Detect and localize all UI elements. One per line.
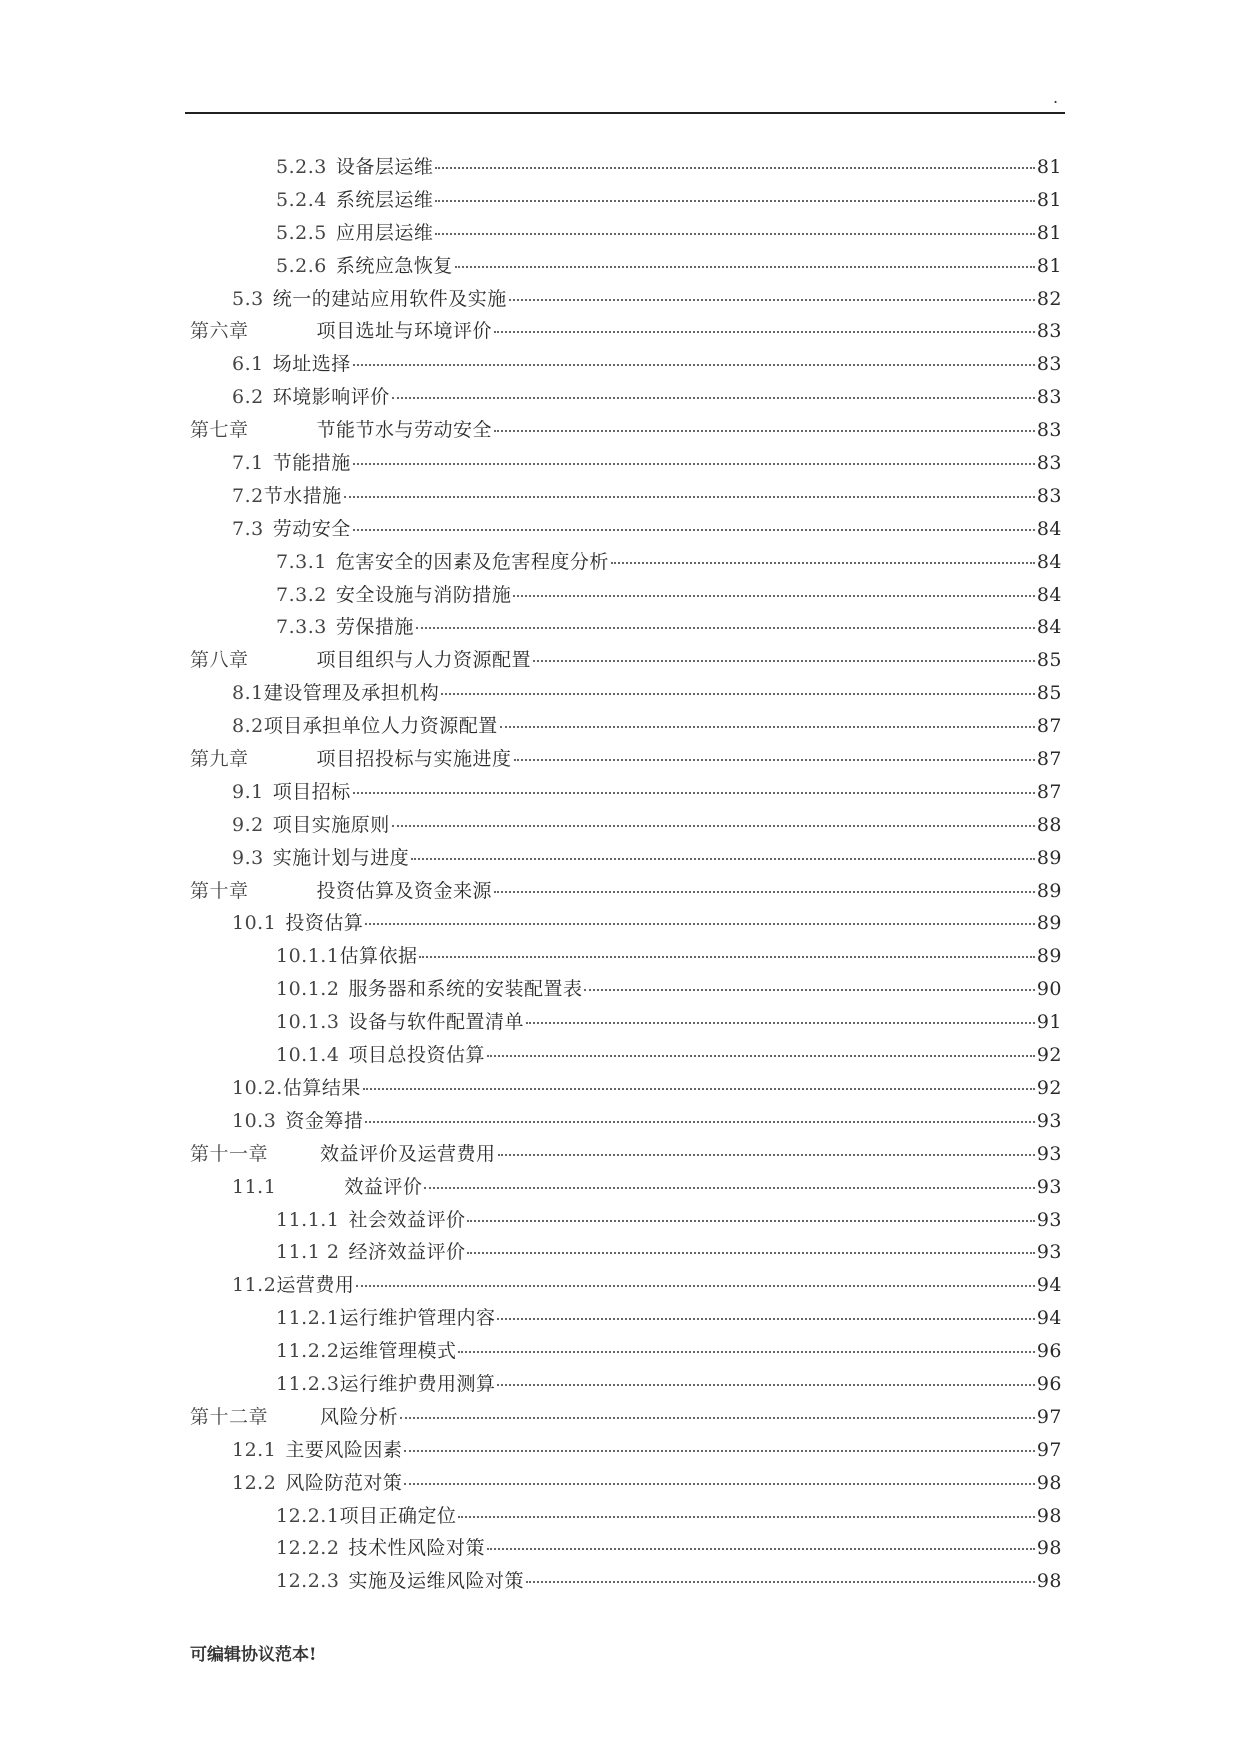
toc-dot-leader	[344, 496, 1035, 498]
toc-entry-page: 84	[1036, 550, 1062, 573]
toc-entry-page: 96	[1036, 1340, 1062, 1363]
toc-entry[interactable]	[190, 1435, 1062, 1468]
toc-entry-title: 节能措施	[272, 452, 351, 475]
toc-entry[interactable]	[190, 580, 1062, 613]
toc-entry-number: 5.2.4	[276, 188, 327, 211]
toc-entry-page: 94	[1036, 1274, 1062, 1297]
toc-entry-number: 第十章	[190, 879, 249, 902]
toc-entry-page: 83	[1036, 484, 1062, 507]
toc-dot-leader	[365, 1121, 1034, 1123]
toc-entry-title: 主要风险因素	[285, 1438, 403, 1461]
header-mark: .	[1053, 88, 1059, 107]
toc-entry-number: 第八章	[190, 649, 249, 672]
toc-entry[interactable]	[190, 1369, 1062, 1402]
toc-entry[interactable]	[190, 514, 1062, 547]
toc-entry-title: 劳动安全	[272, 517, 351, 540]
toc-entry-title: 投资估算	[285, 912, 364, 935]
toc-entry-number: 7.3.2	[276, 583, 327, 606]
toc-entry[interactable]	[190, 876, 1062, 909]
toc-dot-leader	[494, 891, 1035, 893]
toc-entry[interactable]	[190, 1270, 1062, 1303]
toc-entry-page: 93	[1036, 1208, 1062, 1231]
toc-entry-title: 节能节水与劳动安全	[316, 419, 493, 442]
toc-entry-page: 81	[1036, 188, 1062, 211]
toc-dot-leader	[392, 397, 1035, 399]
toc-entry-page: 89	[1036, 912, 1062, 935]
toc-entry[interactable]	[190, 1237, 1062, 1270]
toc-entry[interactable]	[190, 612, 1062, 645]
toc-entry[interactable]	[190, 448, 1062, 481]
toc-entry-title: 项目正确定位	[339, 1504, 457, 1527]
toc-entry-title: 经济效益评价	[348, 1241, 466, 1264]
toc-entry-title: 劳保措施	[335, 616, 414, 639]
toc-entry-title: 系统层运维	[335, 188, 434, 211]
toc-entry[interactable]	[190, 1139, 1062, 1172]
toc-entry-page: 88	[1036, 813, 1062, 836]
toc-dot-leader	[353, 792, 1035, 794]
toc-entry[interactable]	[190, 481, 1062, 514]
toc-entry-number: 第十一章	[190, 1142, 269, 1165]
toc-entry[interactable]	[190, 1336, 1062, 1369]
toc-dot-leader	[455, 266, 1035, 268]
toc-entry-number: 第十二章	[190, 1405, 269, 1428]
toc-entry-page: 81	[1036, 156, 1062, 178]
toc-entry[interactable]	[190, 1106, 1062, 1139]
toc-entry-title: 设备层运维	[335, 156, 434, 178]
toc-dot-leader	[487, 1548, 1035, 1550]
toc-entry-title: 运行维护费用测算	[339, 1372, 496, 1395]
toc-entry-title: 系统应急恢复	[335, 254, 453, 277]
toc-entry-number: 7.3.3	[276, 616, 327, 639]
toc-dot-leader	[458, 1351, 1034, 1353]
toc-entry[interactable]	[190, 1073, 1062, 1106]
toc-entry-number: 11.1	[232, 1175, 277, 1198]
toc-entry-title: 项目承担单位人力资源配置	[263, 715, 498, 738]
toc-entry-page: 93	[1036, 1142, 1062, 1165]
toc-entry-number: 9.1	[232, 780, 264, 803]
toc-dot-leader	[404, 1450, 1034, 1452]
toc-dot-leader	[435, 200, 1034, 202]
toc-entry-title: 统一的建站应用软件及实施	[272, 287, 507, 310]
toc-dot-leader	[353, 463, 1035, 465]
toc-dot-leader	[363, 1088, 1035, 1090]
toc-entry-number: 11.2.1	[276, 1307, 340, 1330]
toc-dot-leader	[497, 1318, 1034, 1320]
toc-entry-page: 89	[1036, 945, 1062, 968]
toc-entry[interactable]	[190, 415, 1062, 448]
toc-entry-number: 5.3	[232, 287, 264, 310]
toc-entry-page: 97	[1036, 1438, 1062, 1461]
toc-entry[interactable]	[190, 974, 1062, 1007]
toc-entry-number: 9.3	[232, 846, 264, 869]
toc-entry-title: 运维管理模式	[339, 1340, 457, 1363]
toc-entry[interactable]	[190, 711, 1062, 744]
toc-entry-page: 81	[1036, 254, 1062, 277]
toc-entry-title: 估算依据	[339, 945, 418, 968]
toc-dot-leader	[500, 726, 1035, 728]
toc-entry-number: 12.2.2	[276, 1537, 340, 1560]
toc-entry-page: 83	[1036, 452, 1062, 475]
toc-entry-page: 93	[1036, 1109, 1062, 1132]
toc-entry-page: 85	[1036, 682, 1062, 705]
toc-entry-page: 84	[1036, 583, 1062, 606]
toc-entry-number: 5.2.6	[276, 254, 327, 277]
toc-entry[interactable]	[190, 1172, 1062, 1205]
toc-entry-page: 85	[1036, 649, 1062, 672]
toc-dot-leader	[494, 430, 1035, 432]
toc-entry[interactable]	[190, 382, 1062, 415]
toc-entry-page: 90	[1036, 978, 1062, 1001]
toc-entry[interactable]	[190, 777, 1062, 810]
toc-dot-leader	[416, 627, 1035, 629]
toc-entry[interactable]	[190, 1205, 1062, 1238]
toc-entry-number: 10.1.1	[276, 945, 340, 968]
toc-entry-number: 12.2	[232, 1471, 277, 1494]
toc-dot-leader	[611, 562, 1035, 564]
toc-entry-page: 97	[1036, 1405, 1062, 1428]
toc-entry-page: 93	[1036, 1241, 1062, 1264]
toc-entry-title: 环境影响评价	[272, 386, 390, 409]
toc-entry-title: 运营费用	[276, 1274, 355, 1297]
toc-entry[interactable]	[190, 349, 1062, 382]
toc-entry-number: 6.1	[232, 353, 264, 376]
toc-entry[interactable]	[190, 843, 1062, 876]
toc-entry-title: 资金筹措	[285, 1109, 364, 1132]
toc-entry-number: 第七章	[190, 419, 249, 442]
toc-entry-number: 7.1	[232, 452, 264, 475]
toc-entry-title: 投资估算及资金来源	[316, 879, 493, 902]
toc-entry-number: 12.2.1	[276, 1504, 340, 1527]
toc-entry-number: 10.1.4	[276, 1044, 340, 1067]
toc-entry[interactable]	[190, 1501, 1062, 1534]
toc-entry-page: 98	[1036, 1537, 1062, 1560]
toc-entry-title: 危害安全的因素及危害程度分析	[335, 550, 609, 573]
toc-entry-page: 89	[1036, 846, 1062, 869]
toc-entry-page: 98	[1036, 1570, 1062, 1593]
toc-entry-page: 87	[1036, 780, 1062, 803]
toc-entry[interactable]	[190, 1402, 1062, 1435]
toc-dot-leader	[467, 1252, 1034, 1254]
toc-entry[interactable]	[190, 316, 1062, 349]
toc-entry-number: 12.2.3	[276, 1570, 340, 1593]
toc-entry-title: 运行维护管理内容	[339, 1307, 496, 1330]
toc-dot-leader	[441, 693, 1035, 695]
toc-entry-number: 10.1.2	[276, 978, 340, 1001]
toc-dot-leader	[467, 1220, 1034, 1222]
toc-entry-page: 93	[1036, 1175, 1062, 1198]
toc-entry[interactable]	[190, 941, 1062, 974]
toc-dot-leader	[356, 1285, 1034, 1287]
toc-entry-title: 项目组织与人力资源配置	[316, 649, 532, 672]
toc-dot-leader	[353, 529, 1035, 531]
toc-dot-leader	[365, 923, 1034, 925]
header-rule	[185, 112, 1065, 114]
toc-entry-number: 8.2	[232, 715, 264, 738]
toc-entry-title: 实施及运维风险对策	[348, 1570, 524, 1593]
toc-entry[interactable]	[190, 152, 1062, 185]
toc-entry-title: 项目选址与环境评价	[316, 320, 493, 343]
toc-entry-title: 风险分析	[320, 1405, 399, 1428]
toc-dot-leader	[514, 759, 1035, 761]
toc-entry-title: 节水措施	[263, 484, 342, 507]
toc-entry[interactable]	[190, 547, 1062, 580]
toc-entry[interactable]	[190, 1007, 1062, 1040]
toc-entry-page: 98	[1036, 1471, 1062, 1494]
table-of-contents	[190, 152, 1062, 1599]
toc-entry-page: 98	[1036, 1504, 1062, 1527]
toc-dot-leader	[419, 956, 1034, 958]
toc-dot-leader	[584, 989, 1034, 991]
toc-entry-page: 87	[1036, 748, 1062, 771]
toc-entry-page: 92	[1036, 1076, 1062, 1099]
toc-entry-page: 82	[1036, 287, 1062, 310]
toc-dot-leader	[526, 1022, 1035, 1024]
toc-entry[interactable]	[190, 1303, 1062, 1336]
toc-entry-title: 效益评价	[344, 1175, 423, 1198]
toc-entry-page: 94	[1036, 1307, 1062, 1330]
toc-entry-number: 8.1	[232, 682, 264, 705]
toc-dot-leader	[487, 1055, 1035, 1057]
toc-entry-page: 83	[1036, 419, 1062, 442]
toc-entry-page: 89	[1036, 879, 1062, 902]
toc-entry-title: 估算结果	[282, 1076, 361, 1099]
toc-entry-number: 7.3	[232, 517, 264, 540]
toc-entry-page: 83	[1036, 320, 1062, 343]
toc-entry-title: 项目招投标与实施进度	[316, 748, 512, 771]
toc-dot-leader	[509, 299, 1035, 301]
toc-entry[interactable]	[190, 908, 1062, 941]
toc-entry-number: 第六章	[190, 320, 249, 343]
toc-entry-title: 社会效益评价	[348, 1208, 466, 1231]
toc-entry-number: 9.2	[232, 813, 264, 836]
toc-entry-number: 11.1.1	[276, 1208, 340, 1231]
toc-entry-page: 83	[1036, 353, 1062, 376]
toc-dot-leader	[497, 1384, 1034, 1386]
toc-dot-leader	[494, 331, 1035, 333]
toc-dot-leader	[498, 1154, 1035, 1156]
toc-entry-number: 10.1.3	[276, 1011, 340, 1034]
toc-entry-title: 建设管理及承担机构	[263, 682, 440, 705]
toc-entry[interactable]	[190, 1468, 1062, 1501]
toc-entry[interactable]	[190, 251, 1062, 284]
toc-entry-title: 风险防范对策	[285, 1471, 403, 1494]
toc-entry[interactable]	[190, 810, 1062, 843]
toc-entry-number: 10.1	[232, 912, 277, 935]
toc-entry-title: 设备与软件配置清单	[348, 1011, 524, 1034]
toc-entry-number: 7.3.1	[276, 550, 327, 573]
toc-entry-number: 10.2.	[232, 1076, 283, 1099]
toc-entry-number: 6.2	[232, 386, 264, 409]
toc-entry-title: 场址选择	[272, 353, 351, 376]
toc-dot-leader	[526, 1581, 1035, 1583]
toc-entry[interactable]	[190, 1566, 1062, 1599]
toc-entry-number: 11.2.2	[276, 1340, 340, 1363]
toc-entry-title: 项目实施原则	[272, 813, 390, 836]
toc-dot-leader	[404, 1483, 1034, 1485]
toc-entry-title: 技术性风险对策	[348, 1537, 485, 1560]
footer-note: 可编辑协议范本!	[190, 1645, 317, 1665]
toc-entry-title: 效益评价及运营费用	[320, 1142, 496, 1165]
toc-entry-page: 83	[1036, 386, 1062, 409]
toc-dot-leader	[353, 364, 1035, 366]
toc-entry-number: 7.2	[232, 484, 264, 507]
toc-entry-page: 84	[1036, 616, 1062, 639]
toc-entry[interactable]	[190, 284, 1062, 317]
toc-entry-page: 96	[1036, 1372, 1062, 1395]
toc-entry-title: 应用层运维	[335, 221, 434, 244]
toc-entry-title: 项目总投资估算	[348, 1044, 485, 1067]
toc-entry-page: 91	[1036, 1011, 1062, 1034]
toc-dot-leader	[411, 858, 1035, 860]
toc-dot-leader	[435, 167, 1034, 169]
toc-entry[interactable]	[190, 185, 1062, 218]
toc-entry-title: 项目招标	[272, 780, 351, 803]
toc-dot-leader	[392, 825, 1035, 827]
toc-entry-number: 第九章	[190, 748, 249, 771]
toc-entry-number: 5.2.3	[276, 156, 327, 178]
toc-entry[interactable]	[190, 678, 1062, 711]
toc-entry-number: 11.1 2	[276, 1241, 340, 1264]
toc-dot-leader	[533, 660, 1035, 662]
toc-entry-title: 服务器和系统的安装配置表	[348, 978, 583, 1001]
toc-dot-leader	[424, 1187, 1034, 1189]
toc-entry-page: 87	[1036, 715, 1062, 738]
toc-dot-leader	[435, 233, 1034, 235]
toc-entry-page: 81	[1036, 221, 1062, 244]
toc-entry[interactable]	[190, 744, 1062, 777]
toc-entry-page: 84	[1036, 517, 1062, 540]
toc-entry[interactable]	[190, 645, 1062, 678]
toc-entry-number: 10.3	[232, 1109, 277, 1132]
toc-entry-title: 安全设施与消防措施	[335, 583, 512, 606]
toc-entry[interactable]	[190, 1533, 1062, 1566]
toc-dot-leader	[513, 595, 1034, 597]
toc-entry-page: 92	[1036, 1044, 1062, 1067]
toc-entry-number: 11.2	[232, 1274, 277, 1297]
toc-entry-number: 11.2.3	[276, 1372, 340, 1395]
toc-entry-number: 12.1	[232, 1438, 277, 1461]
toc-entry[interactable]	[190, 218, 1062, 251]
toc-entry-title: 实施计划与进度	[272, 846, 410, 869]
toc-dot-leader	[458, 1516, 1034, 1518]
toc-entry[interactable]	[190, 1040, 1062, 1073]
toc-entry-number: 5.2.5	[276, 221, 327, 244]
toc-dot-leader	[400, 1417, 1035, 1419]
